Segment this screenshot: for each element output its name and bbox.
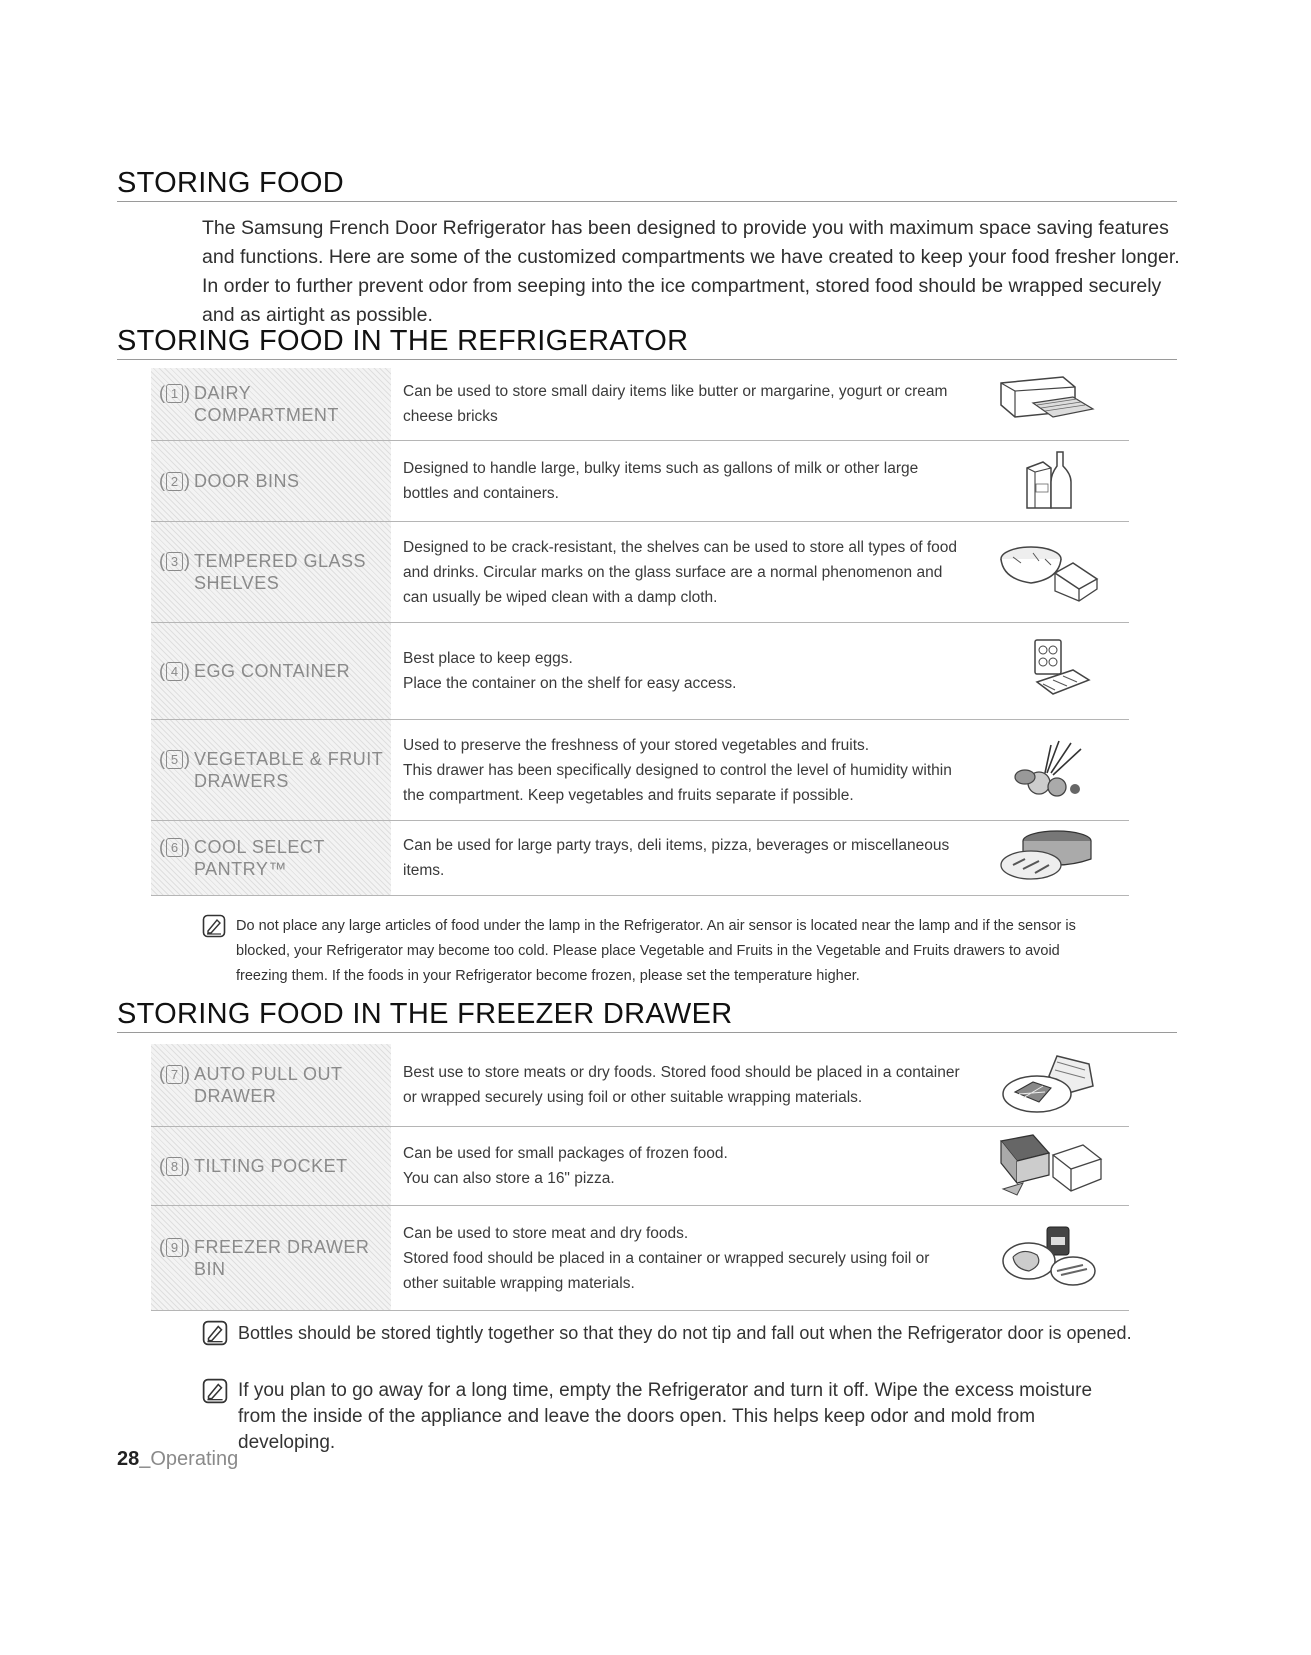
compartment-row — [151, 1206, 1129, 1311]
pizza-box-icon — [993, 1133, 1103, 1199]
item-number: ( 3 ) — [159, 551, 190, 571]
compartment-row — [151, 1044, 1129, 1127]
party-tray-icon — [993, 825, 1103, 891]
egg-container-icon — [993, 638, 1103, 704]
bottles-note-text: Bottles should be stored tightly together so that they do not tip and fall out when the Refrigerator door is opened. — [238, 1323, 1132, 1343]
compartment-label-cell — [151, 623, 391, 719]
item-number: ( 5 ) — [159, 749, 190, 769]
section-heading-storing-food: STORING FOOD — [117, 166, 1177, 202]
refrigerator-compartment-table — [151, 368, 1129, 896]
door-bins-icon — [993, 448, 1103, 514]
compartment-description: Can be used to store meat and dry foods. Stored food should be placed in a container or wrapped securely using foil or other suitable wrapping materials. — [403, 1224, 930, 1292]
intro-paragraph: The Samsung French Door Refrigerator has been designed to provide you with maximum space saving features and functions. Here are some of the customized compartments we have created to keep your food fresher longer. In order to further prevent odor from seeping into the ice compartment, stored food should be wrapped securely and as airtight as possible. — [202, 217, 1180, 326]
compartment-description: Used to preserve the freshness of your stored vegetables and fruits. This drawer has been specifically designed to control the level of humidity within the compartment. Keep vegetables and fruits separate if possible. — [403, 736, 952, 804]
section-heading-freezer: STORING FOOD IN THE FREEZER DRAWER — [117, 997, 1177, 1033]
compartment-row — [151, 1127, 1129, 1206]
compartment-label-cell — [151, 522, 391, 622]
page-number: 28_ — [117, 1448, 151, 1470]
meat-package-icon — [993, 1052, 1103, 1118]
compartment-label-cell — [151, 1206, 391, 1310]
compartment-name: TEMPERED GLASS SHELVES — [194, 551, 367, 593]
item-number: ( 2 ) — [159, 471, 190, 491]
compartment-label-cell — [151, 1044, 391, 1126]
compartment-row — [151, 368, 1129, 441]
compartment-name: DAIRY COMPARTMENT — [194, 383, 339, 425]
compartment-label-cell — [151, 368, 391, 440]
compartment-name: FREEZER DRAWER BIN — [194, 1237, 370, 1279]
lamp-note-text: Do not place any large articles of food under the lamp in the Refrigerator. An air sensor is located near the lamp and if the sensor is blocked, your Refrigerator may become too cold. Please place Vegetable and Fruits in the Vegetable and Fruits drawers to avoid freezing them. If the foods in your Refrigerator become frozen, please set the temperature higher. — [236, 918, 1076, 984]
compartment-name: TILTING POCKET — [194, 1156, 348, 1176]
item-number: ( 8 ) — [159, 1156, 190, 1176]
compartment-description: Best use to store meats or dry foods. Stored food should be placed in a container or wrapped securely using foil or other suitable wrapping materials. — [403, 1064, 960, 1106]
dairy-compartment-icon — [993, 371, 1103, 437]
vegetables-icon — [993, 737, 1103, 803]
compartment-name: EGG CONTAINER — [194, 661, 351, 681]
note-icon — [202, 1378, 228, 1412]
item-number: ( 7 ) — [159, 1064, 190, 1084]
note-icon — [202, 914, 226, 947]
compartment-row — [151, 821, 1129, 896]
compartment-description: Can be used for large party trays, deli items, pizza, beverages or miscellaneous items. — [403, 837, 950, 879]
compartment-description: Designed to be crack-resistant, the shelves can be used to store all types of food and drinks. Circular marks on the glass surface are a normal phenomenon and can usually be wiped clean with a damp cloth. — [403, 538, 958, 606]
compartment-description: Can be used to store small dairy items like butter or margarine, yogurt or cream cheese bricks — [403, 383, 948, 425]
compartment-description: Best place to keep eggs. Place the container on the shelf for easy access. — [403, 650, 737, 692]
compartment-label-cell — [151, 821, 391, 895]
lamp-note — [202, 914, 1112, 989]
vacation-note-text: If you plan to go away for a long time, empty the Refrigerator and turn it off. Wipe the excess moisture from the inside of the appliance and leave the doors open. This helps keep odor and mold from developing. — [238, 1380, 1093, 1453]
compartment-description: Can be used for small packages of frozen food. You can also store a 16" pizza. — [403, 1145, 728, 1187]
item-number: ( 1 ) — [159, 383, 190, 403]
glass-shelves-icon — [993, 539, 1103, 605]
compartment-row — [151, 522, 1129, 623]
footer-section-name: Operating — [150, 1448, 239, 1470]
item-number: ( 4 ) — [159, 661, 190, 681]
compartment-name: VEGETABLE & FRUIT DRAWERS — [194, 749, 384, 791]
bottles-note — [202, 1320, 1132, 1354]
compartment-label-cell — [151, 720, 391, 820]
compartment-row — [151, 441, 1129, 522]
compartment-name: COOL SELECT PANTRY™ — [194, 837, 325, 879]
compartment-row — [151, 623, 1129, 720]
page-footer — [117, 1448, 238, 1471]
compartment-label-cell — [151, 1127, 391, 1205]
item-number: ( 9 ) — [159, 1237, 190, 1257]
compartment-row — [151, 720, 1129, 821]
compartment-label-cell — [151, 441, 391, 521]
vacation-note — [202, 1378, 1132, 1456]
item-number: ( 6 ) — [159, 837, 190, 857]
note-icon — [202, 1320, 228, 1354]
section-heading-refrigerator: STORING FOOD IN THE REFRIGERATOR — [117, 324, 1177, 360]
compartment-description: Designed to handle large, bulky items such as gallons of milk or other large bottles and containers. — [403, 460, 919, 502]
frozen-food-icon — [993, 1225, 1103, 1291]
compartment-name: AUTO PULL OUT DRAWER — [194, 1064, 343, 1106]
freezer-compartment-table — [151, 1044, 1129, 1311]
compartment-name: DOOR BINS — [194, 471, 300, 491]
